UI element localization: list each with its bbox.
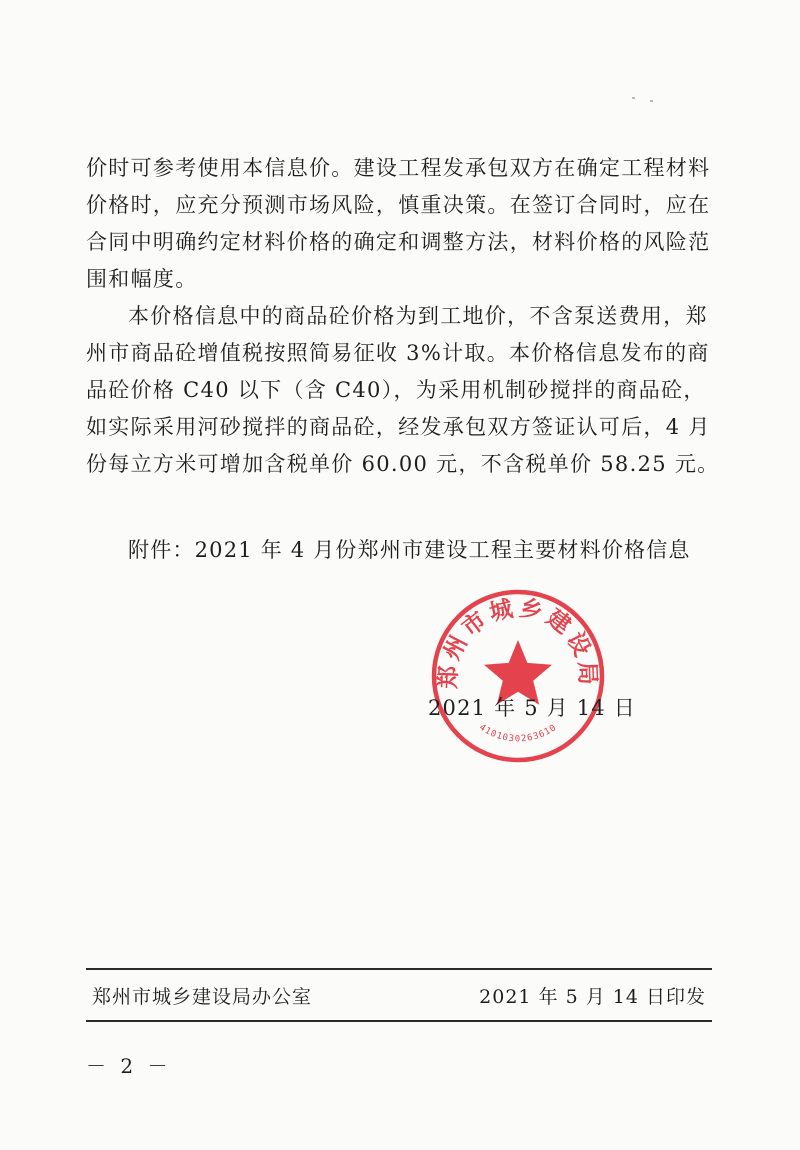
body-text [86,150,726,483]
scan-speck [650,100,653,102]
footer-issuing-office: 郑州市城乡建设局办公室 [92,986,313,1008]
body-paragraph-1: 价时可参考使用本信息价。建设工程发承包双方在确定工程材料价格时，应充分预测市场风险，慎重决策。在签订合同时，应在合同中明确约定材料价格的确定和调整方法，材料价格的风险范围和幅度。 [86,156,711,291]
footer-print-date: 2021 年 5 月 14 日印发 [479,986,706,1008]
page-number: － 2 － [86,1054,172,1078]
seal-code-text: 4101030263610 [477,722,559,745]
scan-speck [632,97,635,99]
official-seal [430,588,606,764]
body-paragraph-2: 本价格信息中的商品砼价格为到工地价，不含泵送费用，郑州市商品砼增值税按照简易征收 3%计取。本价格信息发布的商品砼价格 C40 以下（含 C40），为采用机制砂搅拌的商品砼，如实际采用河砂搅拌的商品砼，经发承包双方签证认可后，4 月份每立方米可增加含税单价 60.00 元，不含税单价 58.25 元。 [86,304,720,476]
document-footer [86,968,712,1022]
seal-issuer-text: 郑州市城乡建设局 [435,595,601,690]
signature-date: 2021 年 5 月 14 日 [428,696,636,720]
svg-text:4101030263610 [477,723,559,745]
attachment-line: 附件：2021 年 4 月份郑州市建设工程主要材料价格信息 [128,538,691,562]
